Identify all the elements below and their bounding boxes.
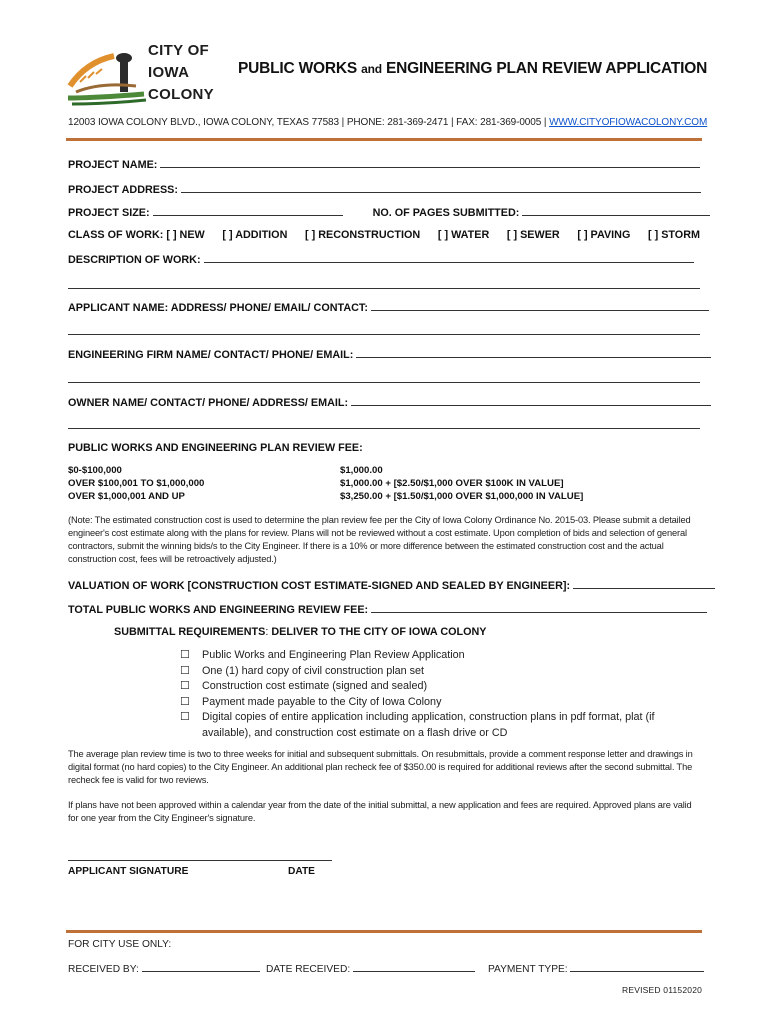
total-fee-row	[68, 602, 700, 616]
fee-amount: $3,250.00 + [$1.50/$1,000 OVER $1,000,000 IN VALUE]	[340, 491, 584, 502]
description-row	[68, 252, 700, 266]
class-reconstruction[interactable]: [ ] RECONSTRUCTION	[305, 229, 421, 241]
fee-heading: PUBLIC WORKS AND ENGINEERING PLAN REVIEW FEE:	[68, 442, 363, 454]
class-water[interactable]: [ ] WATER	[437, 229, 490, 241]
valuation-field[interactable]	[573, 578, 715, 589]
requirement-text: Public Works and Engineering Plan Review Application	[202, 649, 465, 661]
fee-amount: $1,000.00	[340, 465, 383, 476]
fee-range: $0-$100,000	[68, 465, 122, 476]
logo-text-line-3: COLONY	[148, 86, 214, 103]
project-name-field[interactable]	[160, 157, 700, 168]
engineering-firm-label: ENGINEERING FIRM NAME/ CONTACT/ PHONE/ EMAIL:	[68, 349, 354, 361]
logo-text-line-2: IOWA	[148, 64, 190, 81]
contact-line	[68, 117, 707, 128]
engineering-firm-line-2[interactable]	[68, 382, 700, 383]
city-logo	[66, 42, 226, 108]
applicant-signature-label: APPLICANT SIGNATURE	[68, 866, 189, 877]
class-of-work-row	[68, 229, 700, 241]
requirement-text: Construction cost estimate (signed and sealed)	[202, 680, 428, 692]
description-field[interactable]	[204, 252, 694, 263]
date-received-field[interactable]	[353, 961, 475, 972]
description-line-2[interactable]	[68, 288, 700, 289]
date-received-label: DATE RECEIVED:	[266, 964, 351, 975]
checkbox-icon[interactable]: ☐	[180, 711, 190, 723]
project-size-label: PROJECT SIZE:	[68, 207, 150, 219]
description-label: DESCRIPTION OF WORK:	[68, 254, 201, 266]
requirement-text: Payment made payable to the City of Iowa Colony	[202, 695, 442, 708]
total-fee-field[interactable]	[371, 602, 707, 613]
title-part-2: ENGINEERING PLAN REVIEW APPLICATION	[381, 60, 708, 77]
applicant-field[interactable]	[371, 300, 709, 311]
project-size-field[interactable]	[153, 205, 343, 216]
date-received-row	[266, 961, 475, 975]
payment-type-label: PAYMENT TYPE:	[488, 964, 568, 975]
requirements-title-rest: DELIVER TO THE CITY OF IOWA COLONY	[271, 626, 487, 638]
class-addition[interactable]: [ ] ADDITION	[222, 229, 288, 241]
checkbox-icon[interactable]: ☐	[180, 695, 190, 708]
city-use-divider	[66, 930, 702, 933]
pages-submitted-label: NO. OF PAGES SUBMITTED:	[372, 207, 520, 219]
fee-range: OVER $100,001 TO $1,000,000	[68, 478, 205, 489]
requirement-item	[180, 679, 690, 695]
owner-row	[68, 395, 700, 409]
checkbox-icon[interactable]: ☐	[180, 664, 190, 677]
fee-ranges	[68, 464, 204, 503]
header	[66, 42, 706, 108]
total-fee-label: TOTAL PUBLIC WORKS AND ENGINEERING REVIEW FEE:	[68, 604, 369, 616]
header-divider	[66, 138, 702, 141]
pages-submitted-field[interactable]	[522, 205, 710, 216]
valuation-row	[68, 578, 700, 592]
received-by-label: RECEIVED BY:	[68, 964, 139, 975]
checkbox-icon[interactable]: ☐	[180, 680, 190, 692]
address-text: 12003 IOWA COLONY BLVD., IOWA COLONY, TEXAS 77583 | PHONE: 281-369-2471 | FAX: 281-369-0005 |	[68, 117, 550, 128]
requirements-list	[180, 648, 690, 741]
document-title	[238, 60, 707, 78]
class-storm[interactable]: [ ] STORM	[648, 229, 700, 241]
revision-date: REVISED 01152020	[622, 985, 703, 995]
engineering-firm-row	[68, 347, 700, 361]
project-address-row	[68, 182, 700, 196]
engineering-firm-field[interactable]	[356, 347, 711, 358]
requirements-title-colon: :	[265, 626, 272, 638]
received-by-row	[68, 961, 260, 975]
class-sewer[interactable]: [ ] SEWER	[506, 229, 560, 241]
valuation-label: VALUATION OF WORK [CONSTRUCTION COST ESTIMATE-SIGNED AND SEALED BY ENGINEER]:	[68, 580, 571, 592]
signature-date-label: DATE	[288, 866, 315, 877]
fee-range: OVER $1,000,001 AND UP	[68, 491, 185, 502]
project-name-label: PROJECT NAME:	[68, 159, 158, 171]
owner-field[interactable]	[351, 395, 711, 406]
requirement-item	[180, 648, 690, 664]
title-part-1: PUBLIC WORKS	[238, 60, 362, 77]
applicant-row	[68, 300, 700, 314]
requirement-text: Digital copies of entire application including application, construction plans in pdf format, plat (if available), and construction cost estimate on a flash drive or CD	[202, 711, 655, 739]
project-name-row	[68, 157, 700, 171]
applicant-line-2[interactable]	[68, 334, 700, 335]
validity-paragraph: If plans have not been approved within a calendar year from the date of the initial submittal, a new application and fees are required. Approved plans are valid for one year from the City Engineer's signature.	[68, 800, 692, 823]
project-size-row	[68, 205, 700, 219]
requirement-item	[180, 710, 690, 741]
city-logo-icon	[66, 42, 150, 108]
requirements-title	[114, 626, 487, 638]
requirement-item	[180, 695, 690, 711]
owner-label: OWNER NAME/ CONTACT/ PHONE/ ADDRESS/ EMAIL:	[68, 397, 349, 409]
payment-type-field[interactable]	[570, 961, 704, 972]
fee-note: (Note: The estimated construction cost is used to determine the plan review fee per the City of Iowa Colony Ordinance No. 2015-03. Please submit a detailed engineer's cost estimate along with the plans for review. Plans will not be reviewed without a cost estimate. Upon completion of bids and selection of general contractors, submit the winning bids/s to the City Engineer. If there is a 10% or more difference between the estimated construction cost and the actual construction cost, fees will be retroactively adjusted.)	[68, 515, 691, 564]
checkbox-icon[interactable]: ☐	[180, 649, 190, 661]
class-paving[interactable]: [ ] PAVING	[577, 229, 631, 241]
project-address-field[interactable]	[181, 182, 701, 193]
payment-type-row	[488, 961, 704, 975]
city-use-heading: FOR CITY USE ONLY:	[68, 939, 172, 950]
title-and: and	[361, 62, 382, 76]
fee-amounts	[340, 464, 583, 503]
owner-line-2[interactable]	[68, 428, 700, 429]
website-link[interactable]: WWW.CITYOFIOWACOLONY.COM	[549, 117, 708, 128]
requirement-item	[180, 664, 690, 680]
applicant-label: APPLICANT NAME: ADDRESS/ PHONE/ EMAIL/ CONTACT:	[68, 302, 368, 314]
class-new[interactable]: CLASS OF WORK: [ ] NEW	[68, 229, 205, 241]
requirement-text: One (1) hard copy of civil construction plan set	[202, 664, 425, 677]
review-time-paragraph: The average plan review time is two to three weeks for initial and subsequent submittals. On resubmittals, provide a comment response letter and drawings in digital format (no hard copies) to the City Engineer. An additional plan recheck fee of $350.00 is required for additional reviews after the second submittal. The recheck fee is valid for two reviews.	[68, 749, 693, 785]
requirements-title-bold: SUBMITTAL REQUIREMENTS	[114, 626, 266, 638]
fee-amount: $1,000.00 + [$2.50/$1,000 OVER $100K IN VALUE]	[340, 478, 564, 489]
project-address-label: PROJECT ADDRESS:	[68, 184, 178, 196]
signature-line[interactable]	[68, 860, 332, 861]
logo-text-line-1: CITY OF	[148, 42, 209, 59]
received-by-field[interactable]	[142, 961, 260, 972]
